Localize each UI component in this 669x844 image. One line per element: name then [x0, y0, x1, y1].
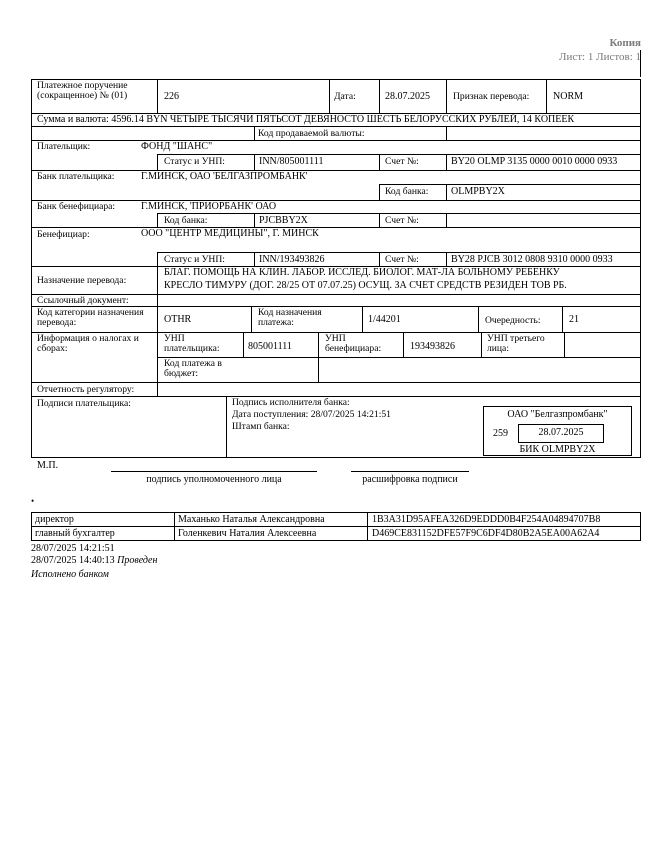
payer-label: Плательщик: — [37, 141, 91, 152]
purpose-code-label: Код назначения платежа: — [258, 307, 322, 329]
ben-status-label: Статус и УНП: — [164, 254, 225, 265]
ben-bank-label: Банк бенефициара: — [37, 201, 116, 212]
footer-timestamp-1: 28/07/2025 14:21:51 — [31, 543, 115, 554]
ref-doc-label: Ссылочный документ: — [37, 295, 129, 306]
payer-unp: 805001111 — [248, 341, 292, 352]
payer-status-label: Статус и УНП: — [164, 156, 225, 167]
footer-status: Проведен — [117, 555, 158, 566]
transfer-value: NORM — [553, 91, 584, 102]
doc-type-label: Платежное поручение (сокращенное) № (01) — [37, 80, 128, 102]
purpose-line-2: КРЕСЛО ТИМУРУ (ДОГ. 28/25 ОТ 07.07.25) ОСУЩ. ЗА СЧЕТ СРЕДСТВ РЕЗИДЕН ТОВ РБ. — [164, 280, 567, 291]
signer-hash: 1B3A31D95AFEA326D9EDDD0B4F254A04894707B8 — [372, 514, 601, 525]
footer-timestamp-2 — [31, 556, 157, 567]
ben-unp-label: УНП бенефициара: — [325, 333, 382, 355]
category-value: OTHR — [164, 314, 192, 325]
received-date: Дата поступления: 28/07/2025 14:21:51 — [232, 409, 391, 420]
stamp-bank-name: ОАО "Белгазпромбанк" — [507, 409, 608, 420]
ben-account: BY28 PJCB 3012 0808 9310 0000 0933 — [451, 254, 613, 265]
ben-account-label: Счет №: — [385, 254, 419, 265]
stamp-label: Штамп банка: — [232, 421, 290, 432]
priority-label: Очередность: — [485, 315, 541, 326]
sign-caption: подпись уполномоченного лица — [146, 474, 282, 485]
transfer-label: Признак перевода: — [453, 91, 530, 102]
beneficiary-name: ООО "ЦЕНТР МЕДИЦИНЫ", Г. МИНСК — [141, 228, 319, 239]
beneficiary-label: Бенефициар: — [37, 229, 90, 240]
amount-line: Сумма и валюта: 4596.14 BYN ЧЕТЫРЕ ТЫСЯЧИ ПЯТЬСОТ ДЕВЯНОСТО ШЕСТЬ БЕЛОРУССКИХ РУБЛЕЙ, 14 КОПЕЕК — [37, 114, 575, 125]
bullet-mark: • — [31, 496, 35, 506]
copy-label: Копия — [609, 37, 641, 49]
doc-number: 226 — [164, 91, 179, 102]
payer-bank-code: OLMPBY2X — [451, 186, 505, 197]
payer-account-label: Счет №: — [385, 156, 419, 167]
signer-hash: D469CE831152DFE57F9C6DF4D80B2A5EA00A62A4 — [372, 528, 600, 539]
ben-bank-name: Г.МИНСК, 'ПРИОРБАНК' ОАО — [141, 201, 277, 212]
ben-bank-account-label: Счет №: — [385, 215, 419, 226]
mp-label: М.П. — [37, 460, 59, 471]
payer-account: BY20 OLMP 3135 0000 0010 0000 0933 — [451, 156, 618, 167]
purpose-code: 1/44201 — [368, 314, 401, 325]
ben-status-value: INN/193493826 — [259, 254, 325, 265]
signer-role: главный бухгалтер — [35, 528, 115, 539]
budget-code-label: Код платежа в бюджет: — [164, 358, 222, 380]
payer-signatures-label: Подписи плательщика: — [37, 398, 131, 409]
ben-unp: 193493826 — [410, 341, 455, 352]
decode-caption: расшифровка подписи — [362, 474, 458, 485]
stamp-bic: БИК OLMPBY2X — [519, 444, 596, 455]
regulator-label: Отчетность регулятору: — [37, 384, 135, 395]
purpose-line-1: БЛАГ. ПОМОЩЬ НА КЛИН. ЛАБОР. ИССЛЕД. БИОЛОГ. МАТ-ЛА БОЛЬНОМУ РЕБЕНКУ — [164, 267, 560, 278]
category-label: Код категории назначения перевода: — [37, 307, 144, 329]
payer-bank-code-label: Код банка: — [385, 186, 429, 197]
footer-executed: Исполнено банком — [31, 569, 109, 580]
doc-date: 28.07.2025 — [385, 91, 430, 102]
signer-name: Маханько Наталья Александровна — [178, 514, 325, 525]
date-label: Дата: — [334, 91, 356, 102]
priority-value: 21 — [569, 314, 579, 325]
stamp-number: 259 — [493, 428, 508, 439]
ben-bank-code: PJCBBY2X — [259, 215, 308, 226]
payer-bank-label: Банк плательщика: — [37, 171, 115, 182]
taxes-label: Информация о налогах и сборах: — [37, 333, 139, 355]
signer-role: директор — [35, 514, 74, 525]
stamp-date: 28.07.2025 — [538, 427, 584, 438]
sheets-count: Лист: 1 Листов: 1 — [559, 51, 641, 63]
signer-name: Голенкевич Наталия Алексеевна — [178, 528, 317, 539]
third-unp-label: УНП третьего лица: — [487, 333, 545, 355]
ben-bank-code-label: Код банка: — [164, 215, 208, 226]
bank-exec-label: Подпись исполнителя банка: — [232, 397, 350, 408]
sold-currency-label: Код продаваемой валюты: — [258, 128, 365, 139]
purpose-label: Назначение перевода: — [37, 275, 127, 286]
payer-status-value: INN/805001111 — [259, 156, 324, 167]
payer-bank-name: Г.МИНСК, ОАО 'БЕЛГАЗПРОМБАНК' — [141, 171, 308, 182]
payer-unp-label: УНП плательщика: — [164, 333, 220, 355]
payer-name: ФОНД "ШАНС" — [141, 141, 213, 152]
footer-ts2-value: 28/07/2025 14:40:13 — [31, 555, 115, 566]
